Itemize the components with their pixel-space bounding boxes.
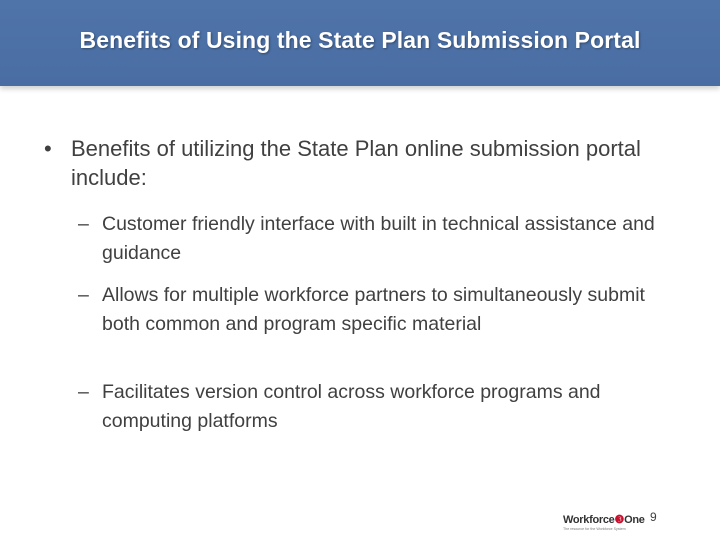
workforce-one-logo [563, 513, 645, 535]
logo-part2: One [624, 514, 645, 526]
sub-bullet-marker: – [78, 213, 89, 235]
main-bullet-text: Benefits of utilizing the State Plan online submission portal include: [71, 136, 641, 190]
sub-bullet-marker: – [78, 381, 89, 403]
slide-title: Benefits of Using the State Plan Submission Portal [79, 27, 641, 53]
logo-part1: Workforce [563, 514, 615, 526]
logo-symbol-icon: ❸ [614, 514, 625, 526]
sub-bullet-marker: – [78, 284, 89, 306]
logo-tagline: The resource for the Workforce System [563, 527, 626, 531]
sub-bullet-text: Customer friendly interface with built in technical assistance and guidance [102, 213, 655, 264]
sub-bullet-text: Facilitates version control across workforce programs and computing platforms [102, 381, 601, 432]
sub-bullet-text: Allows for multiple workforce partners to simultaneously submit both common and program specific material [102, 284, 645, 335]
bullet-marker: • [44, 136, 52, 161]
page-number: 9 [650, 510, 657, 524]
logo-wordmark [563, 513, 645, 526]
